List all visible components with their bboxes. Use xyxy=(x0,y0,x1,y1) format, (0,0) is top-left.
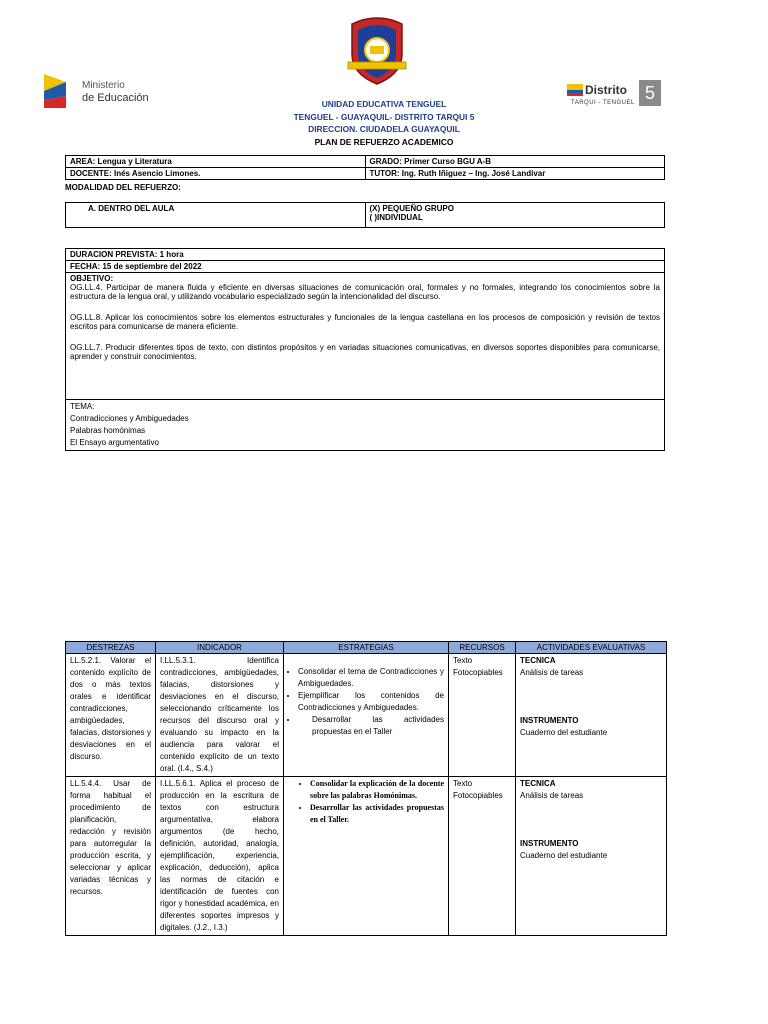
header-actividades: ACTIVIDADES EVALUATIVAS xyxy=(516,642,667,654)
header-estrategias: ESTRATEGIAS xyxy=(284,642,449,654)
district-sub: TARQUI - TENGUEL xyxy=(571,100,635,106)
tecnica-label: TECNICA xyxy=(520,656,556,665)
header-line4: PLAN DE REFUERZO ACADEMICO xyxy=(314,136,454,147)
objetivo-item: OG.LL.4. Participar de manera fluida y eficiente en diversas situaciones de comunicación oral, formales y no formales, integrando los conocimientos sobre la estructura de la lengua oral, y utilizando vocabulario especializado según la intencionalidad del discurso. xyxy=(70,283,660,301)
destreza-cell: LL.5.2.1. Valorar el contenido explícito de dos o más textos orales e identificar contradicciones, ambigüedades, falacias, distorsiones y desviaciones en el discurso. xyxy=(66,654,156,777)
duracion-cell: DURACION PREVISTA: 1 hora xyxy=(66,249,665,261)
destrezas-table xyxy=(65,641,667,936)
estrategia-item: • Desarrollar las actividades propuestas en el Taller xyxy=(298,714,444,738)
actividades-cell xyxy=(516,777,667,936)
option-pequeno-grupo: (X) PEQUEÑO GRUPO xyxy=(369,204,454,213)
tema-label: TEMA: xyxy=(70,402,95,411)
recursos-cell xyxy=(449,777,516,936)
modalidad-table xyxy=(65,202,665,228)
header-destrezas: DESTREZAS xyxy=(66,642,156,654)
objetivo-item: OG.LL.7. Producir diferentes tipos de texto, con distintos propósitos y en variadas situaciones comunicativas, en diversos soportes disponibles para comunicarse, aprender y construir conocimientos. xyxy=(70,343,660,361)
recurso-item: Fotocopiables xyxy=(453,668,503,677)
indicador-cell: I.LL.5.6.1. Aplica el proceso de producción en la escritura de textos con estructura argumentativa, elabora argumentos (de hecho, definición, autoridad, analogía, ejemplificación, experiencia, explicación, deducción), aplica las normas de citación e identificación de fuentes con rigor y honestidad académica, en diferentes soportes impresos y digitales. (J.2., I.3.) xyxy=(156,777,284,936)
destreza-cell: LL.5.4.4. Usar de forma habitual el procedimiento de planificación, redacción y revisión para autorregular la producción escrita, y seleccionar y aplicar variadas técnicas y recursos. xyxy=(66,777,156,936)
table-row xyxy=(66,654,667,777)
instrumento-value: Cuaderno del estudiante xyxy=(520,851,608,860)
objetivo-label: OBJETIVO: xyxy=(70,274,114,283)
instrumento-label: INSTRUMENTO xyxy=(520,839,579,848)
option-individual: ( )INDIVIDUAL xyxy=(369,213,423,222)
ministry-line2: de Educación xyxy=(82,92,149,104)
recurso-item: Fotocopiables xyxy=(453,791,503,800)
tecnica-label: TECNICA xyxy=(520,779,556,788)
recursos-cell xyxy=(449,654,516,777)
school-crest-icon xyxy=(346,16,408,86)
header-indicador: INDICADOR xyxy=(156,642,284,654)
tecnica-value: Análisis de tareas xyxy=(520,791,584,800)
document-header xyxy=(0,98,768,148)
instrumento-value: Cuaderno del estudiante xyxy=(520,728,608,737)
estrategia-item: • Desarrollar las actividades propuestas en el Taller. xyxy=(310,802,444,826)
tema-item: Contradicciones y Ambiguedades xyxy=(70,414,189,423)
table-header-row xyxy=(66,642,667,654)
tema-item: Palabras homónimas xyxy=(70,426,146,435)
fecha-cell: FECHA: 15 de septiembre del 2022 xyxy=(66,261,665,273)
objetivo-item: OG.LL.8. Aplicar los conocimientos sobre los elementos estructurales y funcionales de la lengua castellana en los procesos de composición y revisión de textos escritos para comunicarse de manera eficiente. xyxy=(70,313,660,331)
actividades-cell xyxy=(516,654,667,777)
docente-cell: DOCENTE: Inés Asencio Limones. xyxy=(66,168,366,180)
info-table xyxy=(65,155,665,180)
estrategia-item: • Consolidar el tema de Contradicciones y Ambiguedades. xyxy=(298,666,444,690)
recurso-item: Texto xyxy=(453,779,473,788)
estrategia-item: • Consolidar la explicación de la docente sobre las palabras Homónimas. xyxy=(310,778,444,802)
district-name: Distrito xyxy=(585,83,627,97)
modalidad-label: MODALIDAD DEL REFUERZO: xyxy=(65,183,181,192)
grado-cell: GRADO: Primer Curso BGU A-B xyxy=(365,156,665,168)
tecnica-value: Análisis de tareas xyxy=(520,668,584,677)
objetivo-cell xyxy=(66,273,665,400)
area-cell: AREA: Lengua y Literatura xyxy=(66,156,366,168)
tutor-cell: TUTOR: Ing. Ruth Iñiguez – Ing. José Landivar xyxy=(365,168,665,180)
plan-table xyxy=(65,248,665,451)
instrumento-label: INSTRUMENTO xyxy=(520,716,579,725)
tema-item: El Ensayo argumentativo xyxy=(70,438,159,447)
option-dentro-aula: A. DENTRO DEL AULA xyxy=(66,203,366,228)
header-line3: DIRECCION. CIUDADELA GUAYAQUIL xyxy=(308,124,460,134)
ecuador-flag-icon xyxy=(567,84,583,96)
estrategias-cell xyxy=(284,654,449,777)
header-recursos: RECURSOS xyxy=(449,642,516,654)
indicador-cell: I.LL.5.3.1. Identifica contradicciones, ambigüedades, falacias, distorsiones y desviaciones en el discurso, seleccionando críticamente los recursos del discurso oral y evaluando su impacto en la audiencia para valorar el contenido explícito de un texto oral. (I.4., S.4.) xyxy=(156,654,284,777)
table-row xyxy=(66,777,667,936)
recurso-item: Texto xyxy=(453,656,473,665)
estrategias-cell xyxy=(284,777,449,936)
estrategia-item: • Ejemplificar los contenidos de Contradicciones y Ambiguedades. xyxy=(298,690,444,714)
district-number: 5 xyxy=(639,80,661,106)
tema-cell xyxy=(66,400,665,451)
header-line2: TENGUEL - GUAYAQUIL- DISTRITO TARQUI 5 xyxy=(293,111,475,122)
header-line1: UNIDAD EDUCATIVA TENGUEL xyxy=(321,99,447,109)
ministry-line1: Ministerio xyxy=(82,80,125,91)
